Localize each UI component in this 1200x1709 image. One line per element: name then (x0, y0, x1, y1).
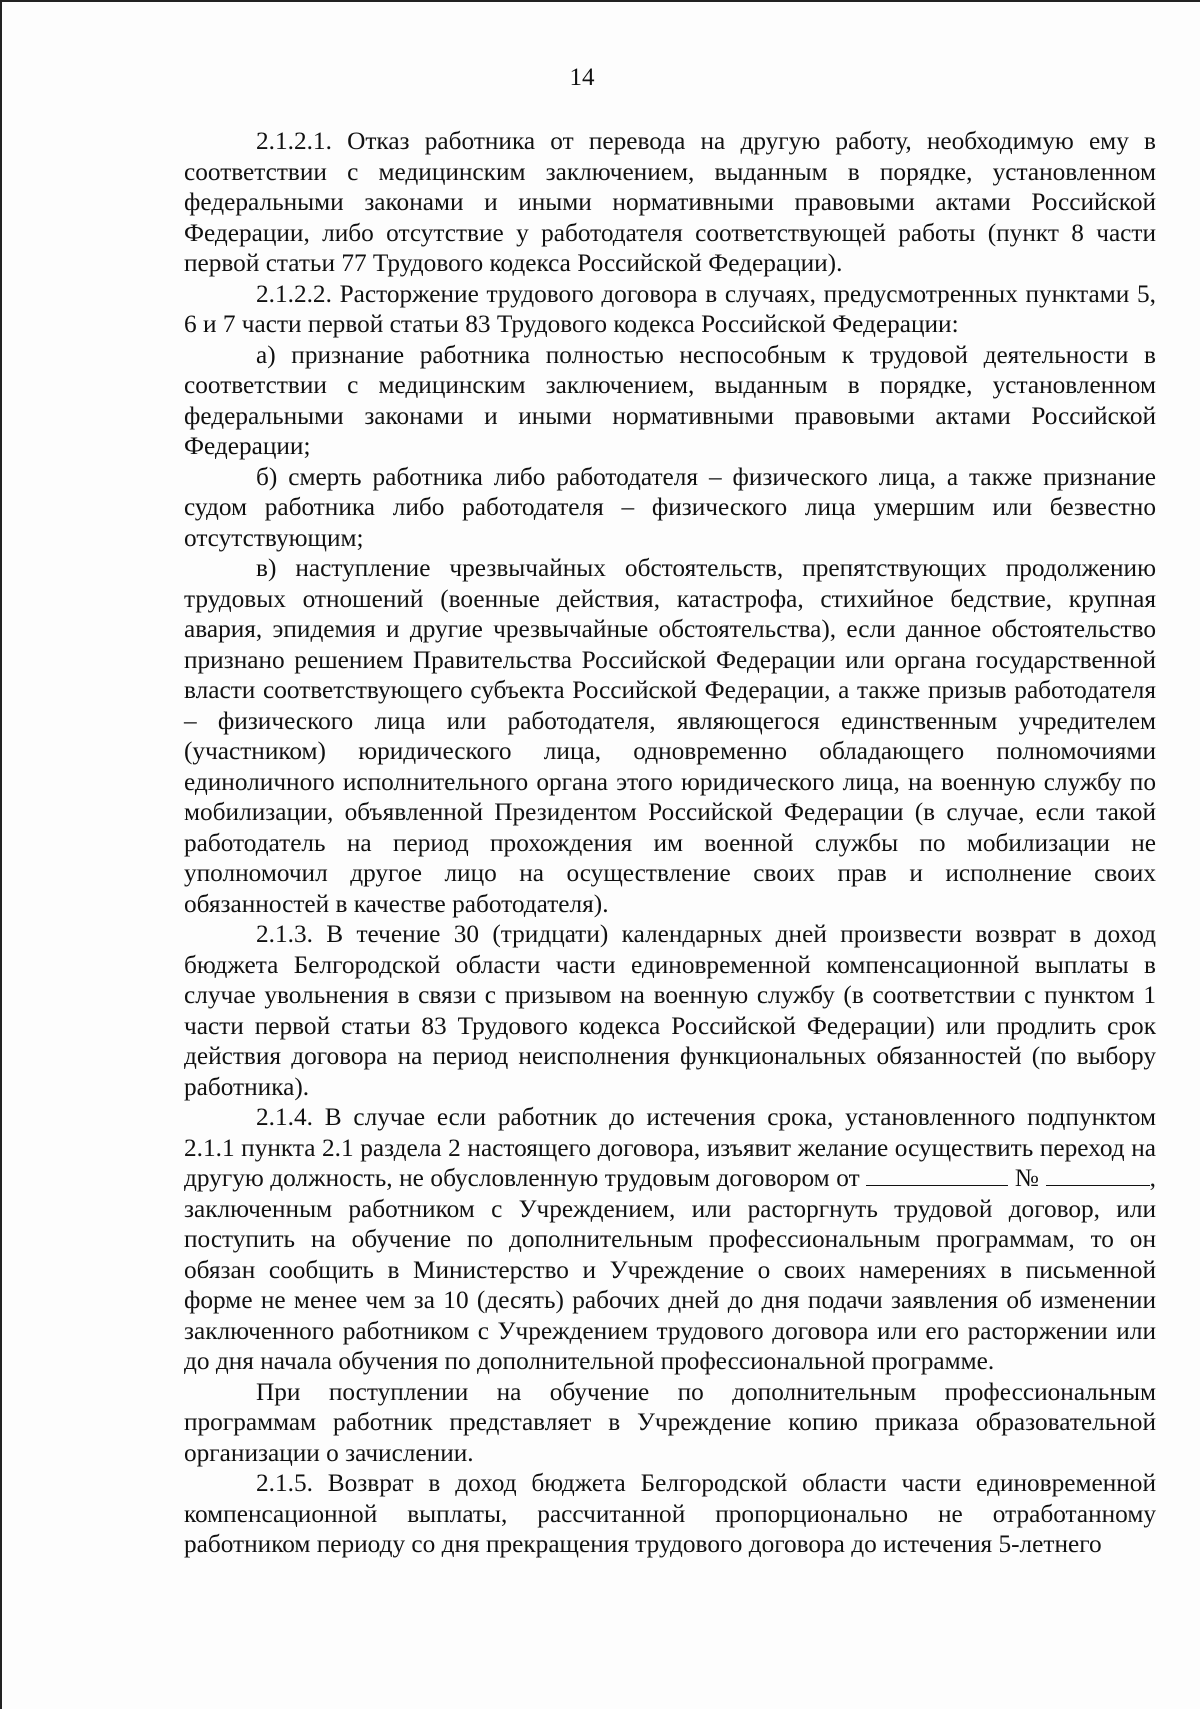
paragraph-2-1-4-part2: , заключенным работником с Учреждением, или расторгнуть трудовой договор, или поступить на обучение по дополнительным профессиональным программам, то он обязан сообщить в Министерство и Учреждение о своих намерениях в письменной форме не менее чем за 10 (десять) рабочих дней до дня подачи заявления об изменении заключенного работником с Учреждением трудового договора или его расторжении или до дня начала обучения по дополнительной профессиональной программе. (184, 1164, 1156, 1375)
page-number: 14 (569, 64, 595, 91)
paragraph-2-1-2-2: 2.1.2.2. Расторжение трудового договора в случаях, предусмотренных пунктами 5, 6 и 7 части первой статьи 83 Трудового кодекса Российской Федерации: (184, 279, 1156, 338)
paragraph-2-1-2-1: 2.1.2.1. Отказ работника от перевода на другую работу, необходимую ему в соответствии с медицинским заключением, выданным в порядке, установленном федеральными законами и иными нормативными правовыми актами Российской Федерации, либо отсутствие у работодателя соответствующей работы (пункт 8 части первой статьи 77 Трудового кодекса Российской Федерации). (184, 127, 1156, 277)
paragraph-2-1-5: 2.1.5. Возврат в доход бюджета Белгородской области части единовременной компенсационной выплаты, рассчитанной пропорционально не отработанному работником периоду со дня прекращения трудового договора до истечения 5-летнего (184, 1469, 1156, 1558)
contract-number-blank (1046, 1165, 1150, 1186)
paragraph-2-1-4 (184, 1102, 1156, 1377)
paragraph-2-1-4-part1: 2.1.4. В случае если работник до истечения срока, установленного подпунктом 2.1.1 пункта 2.1 раздела 2 настоящего договора, изъявит желание осуществить переход на другую должность, не обусловленную трудовым договором от (184, 1103, 1156, 1192)
paragraph-2-1-3: 2.1.3. В течение 30 (тридцати) календарных дней произвести возврат в доход бюджета Белгородской области части единовременной компенсационной выплаты в случае увольнения в связи с призывом на военную службу (в соответствии с пунктом 1 части первой статьи 83 Трудового кодекса Российской Федерации) или продлить срок действия договора на период неисполнения функциональных обязанностей (по выбору работника). (184, 920, 1156, 1101)
number-sign: № (1008, 1164, 1046, 1192)
document-body (184, 126, 1156, 1560)
paragraph-item-b: б) смерть работника либо работодателя – физического лица, а также признание судом работника либо работодателя – физического лица умершим или безвестно отсутствующим; (184, 462, 1156, 552)
paragraph-enrollment: При поступлении на обучение по дополнительным профессиональным программам работник представляет в Учреждение копию приказа образовательной организации о зачислении. (184, 1377, 1156, 1467)
paragraph-item-v: в) наступление чрезвычайных обстоятельств, препятствующих продолжению трудовых отношений (военные действия, катастрофа, стихийное бедствие, крупная авария, эпидемия и другие чрезвычайные обстоятельства), если данное обстоятельство признано решением Правительства Российской Федерации или органа государственной власти соответствующего субъекта Российской Федерации, а также призыв работодателя – физического лица или работодателя, являющегося единственным учредителем (участником) юридического лица, одновременно обладающего полномочиями единоличного исполнительного органа этого юридического лица, на военную службу по мобилизации, объявленной Президентом Российской Федерации (в случае, если такой работодатель на период прохождения им военной службы по мобилизации не уполномочил другое лицо на осуществление своих прав и исполнение своих обязанностей в качестве работодателя). (184, 554, 1156, 918)
contract-date-blank (866, 1165, 1008, 1186)
paragraph-item-a: а) признание работника полностью неспособным к трудовой деятельности в соответствии с медицинским заключением, выданным в порядке, установленном федеральными законами и иными нормативными правовыми актами Российской Федерации; (184, 340, 1156, 460)
